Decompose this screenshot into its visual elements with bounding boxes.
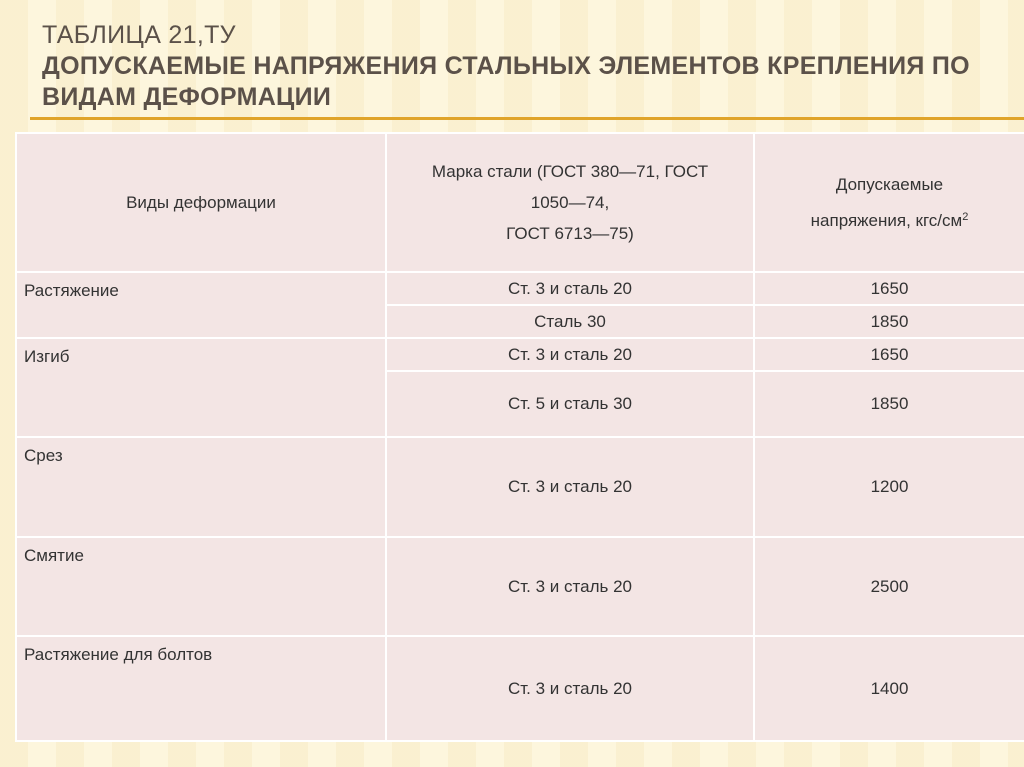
deformation-label: Изгиб	[16, 338, 386, 437]
steel-grade-cell: Ст. 3 и сталь 20	[386, 437, 754, 537]
deformation-label: Растяжение	[16, 272, 386, 338]
header-steel-line1: Марка стали (ГОСТ 380—71, ГОСТ	[431, 162, 709, 181]
header-steel-line2: 1050—74,	[530, 193, 610, 212]
table-row	[16, 272, 1024, 305]
steel-grade-cell: Ст. 3 и сталь 20	[386, 272, 754, 305]
steel-grade-cell: Сталь 30	[386, 305, 754, 338]
deformation-label: Растяжение для болтов	[16, 636, 386, 741]
steel-grade-cell: Ст. 5 и сталь 30	[386, 371, 754, 437]
header-stress-superscript: 2	[962, 211, 969, 223]
title-heading: ДОПУСКАЕМЫЕ НАПРЯЖЕНИЯ СТАЛЬНЫХ ЭЛЕМЕНТОВ КРЕПЛЕНИЯ ПО ВИДАМ ДЕФОРМАЦИИ	[42, 52, 970, 111]
steel-grade-cell: Ст. 3 и сталь 20	[386, 636, 754, 741]
table-row	[16, 636, 1024, 741]
title-underline	[30, 117, 1024, 120]
slide-title	[42, 20, 992, 113]
stress-value-cell: 2500	[754, 537, 1024, 636]
deformation-label: Смятие	[16, 537, 386, 636]
title-table-number: ТАБЛИЦА 21,ТУ	[42, 21, 236, 49]
stress-value-cell: 1650	[754, 338, 1024, 371]
stress-value-cell: 1200	[754, 437, 1024, 537]
header-steel-line3: ГОСТ 6713—75)	[506, 224, 634, 243]
stress-value-cell: 1400	[754, 636, 1024, 741]
table-row	[16, 437, 1024, 537]
header-deformation-text: Виды деформации	[126, 192, 276, 212]
steel-grade-cell: Ст. 3 и сталь 20	[386, 537, 754, 636]
header-deformation	[16, 133, 386, 272]
header-steel-grade	[386, 133, 754, 272]
stress-value-cell: 1850	[754, 371, 1024, 437]
stress-value-cell: 1650	[754, 272, 1024, 305]
header-row	[16, 133, 1024, 272]
header-allowable-stress	[754, 133, 1024, 272]
stress-value-cell: 1850	[754, 305, 1024, 338]
table-row	[16, 537, 1024, 636]
deformation-label: Срез	[16, 437, 386, 537]
header-stress-line2: напряжения, кгс/см	[810, 211, 963, 230]
stress-table-container	[15, 132, 1024, 740]
steel-grade-cell: Ст. 3 и сталь 20	[386, 338, 754, 371]
stress-table	[15, 132, 1024, 742]
table-row	[16, 338, 1024, 371]
header-stress-line1: Допускаемые	[835, 175, 944, 194]
